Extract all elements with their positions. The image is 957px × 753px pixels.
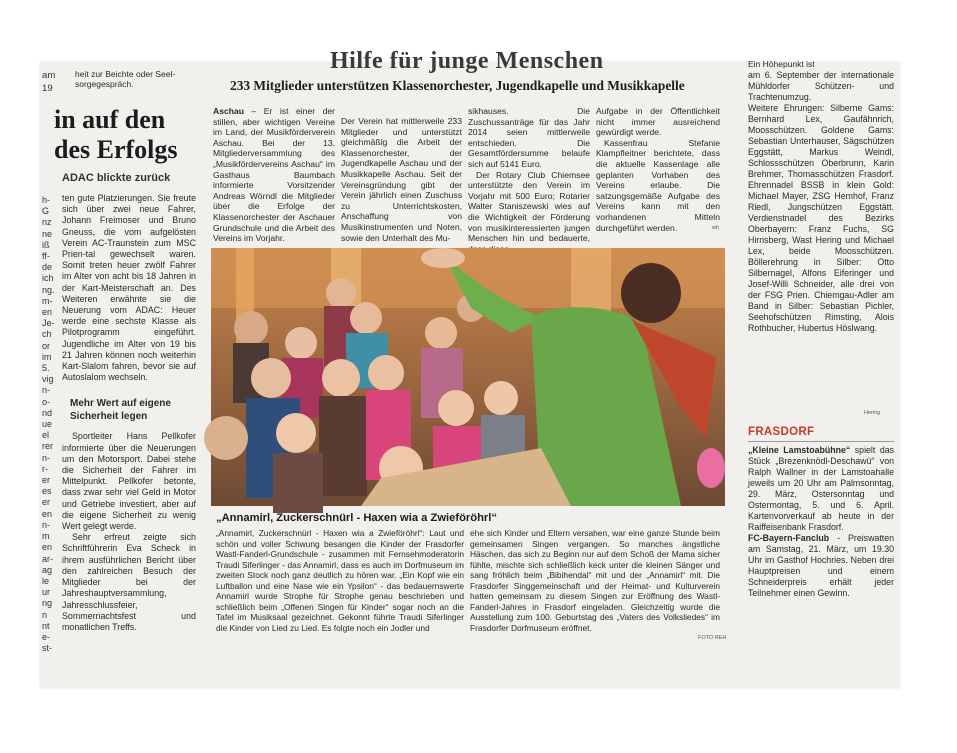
left-kicker: ADAC blickte zurück bbox=[62, 172, 171, 184]
main-subheadline: 233 Mitglieder unterstützen Klassenorchester, Jugendkapelle und Musikkapelle bbox=[230, 78, 685, 93]
main-col-4a: Aufgabe in der Öffentlichkeit nicht immer ausreichend gewürdigt werde. bbox=[596, 106, 720, 138]
event-text: spielt das Stück „Brezenknödl-Deschawü“ von Ralph Wallner in der Lamstoahalle jeweils um 20 Uhr am Palmsonntag, 29. März, Ostersonntag und Ostermontag, 5. und 6. April. Kartenvorverkauf ab heute in der Raiffeisenbank Frasdorf. bbox=[748, 445, 894, 532]
margin-letter: el bbox=[42, 430, 50, 441]
margin-letter: ff- bbox=[42, 251, 50, 262]
margin-letter: vig bbox=[42, 374, 54, 385]
margin-letter: e- bbox=[42, 631, 51, 642]
frasdorf-items bbox=[748, 445, 894, 599]
left-article-body bbox=[62, 193, 196, 633]
main-col-3b: Der Rotary Club Chiemsee unterstützte den Verein im Vorjahr mit 500 Euro; Rotarier Walter Staniszewski wies auf die Wichtigkeit der Förderung von musikinteressierten jungen Menschen hin und bedauerte, bbox=[468, 169, 590, 244]
margin-letter: h- bbox=[42, 195, 51, 205]
margin-letter: ag bbox=[42, 564, 53, 575]
margin-letter: ur bbox=[42, 587, 51, 598]
top-right-snippet: Ein Höhepunkt ist bbox=[748, 59, 815, 69]
event-text: - Preiswatten am Samstag, 21. März, um 19.30 Uhr im Gasthof Hochries. Neben drei Hauptpreisen und einem Schneiderpreis erhält jeder Teilnehmer einen Gewinn. bbox=[748, 533, 894, 598]
section-rule bbox=[748, 441, 894, 442]
margin-letter: n- bbox=[42, 519, 51, 530]
margin-letter: nz bbox=[42, 217, 52, 228]
margin-letter: m- bbox=[42, 295, 53, 306]
margin-letter: ue bbox=[42, 419, 53, 430]
margin-letter: ich bbox=[42, 273, 54, 284]
main-col-4 bbox=[596, 106, 720, 233]
left-subhead: Mehr Wert auf eigene Sicherheit legen bbox=[70, 398, 171, 423]
top-left-snippet: heit zur Beichte oder Seel- sorgegespräch. bbox=[75, 69, 176, 89]
left-headline-line2: des Erfolgs bbox=[54, 135, 178, 164]
margin-letter: de bbox=[42, 262, 53, 273]
margin-letter: ch bbox=[42, 329, 52, 340]
margin-letter: ne bbox=[42, 228, 53, 239]
margin-letter: nt bbox=[42, 620, 50, 631]
main-col-3 bbox=[468, 106, 590, 254]
margin-letter: rer bbox=[42, 441, 53, 452]
choir-photo-illustration bbox=[211, 248, 725, 506]
right-para-1-visible: am 6. September der internationale Mühldorfer Schützen- und Trachtenumzug. bbox=[748, 70, 894, 102]
right-column-body bbox=[748, 70, 894, 334]
left-margin-letters bbox=[42, 70, 56, 95]
margin-letter: 19 bbox=[42, 82, 53, 94]
main-col-2: Der Verein hat mittlerweile 233 Mitglieder und unterstützt gleichmäßig die Arbeit der Klassenorchester, der Jugendkapelle Aschau und der Musikkapelle Aschau. Seit der Vereinsgründung gibt der Verein jährlich einen Zuschuss zu Unterrichtskosten, Anschaffung von Musikinstrumenten und Noten, sowie den Unterhalt des Mu- bbox=[341, 116, 462, 243]
margin-letter: es bbox=[42, 486, 52, 497]
main-col-1-text: – Er ist einer der stillen, aber wichtigen Vereine im Land, der Musikförderverein Aschau. Bei der 13. Mitgliederversammlung des „Musikfördervereins Aschau“ im Gasthaus Baumbach informierte Vorsitzender Andreas Wörndl die Mitglieder über die Erfolge der Klassenorchester der Aschauer Grundschule und die Arbeit des Vereins im Vorjahr. bbox=[213, 106, 335, 244]
margin-letter: or bbox=[42, 340, 51, 351]
margin-letter: er bbox=[42, 497, 51, 508]
margin-letter: 5. bbox=[42, 363, 50, 374]
margin-letter: am bbox=[42, 70, 56, 81]
margin-letter: r- bbox=[42, 463, 48, 474]
section-frasdorf: FRASDORF bbox=[748, 426, 815, 438]
main-col-3a: sikhauses. Die Zuschussanträge für das Jahr 2014 seien mittlerweile entschieden. Die Gesamtfördersumme belaufe sich auf 5141 Euro. bbox=[468, 106, 590, 169]
margin-letter: le bbox=[42, 575, 50, 586]
margin-letter: o- bbox=[42, 396, 51, 407]
main-signature: wh bbox=[712, 225, 720, 231]
choir-photo bbox=[211, 248, 725, 506]
margin-letter: m bbox=[42, 531, 50, 542]
newspaper-clipping bbox=[40, 48, 900, 688]
margin-letter: im bbox=[42, 351, 52, 362]
event-lamstoabuehne bbox=[748, 445, 894, 533]
left-para-2: Sportleiter Hans Pellkofer informierte über die Neuerungen um den Motorsport. Dabei stehe die Sicherheit der Fahrer im Mittelpunkt. Pellkofer betonte, dass zwar sehr viel Geld in Motor und Getriebe investiert, aber auf die eigene Sicherheit zu wenig Wert gelegt werde. bbox=[62, 431, 196, 532]
right-para-2: Weitere Ehrungen: Silberne Gams: Bernhard Lex, Gaufähnrich, Moosschützen. Goldene Gams: Sebastian Unterhauser, Sägschützen Eggstätt, Markus Weindl, Schlossschützen Oberbrunn, Karin Brehmer, Thomasschützen Frasdorf. Ehrennadel BSSB in klein Gold: Michael Mayer, ZSG Hemhof, Franz Riedl, Jungschützen Eggstätt. Verdienstnadel des Bezirks Oberbayern: Franz Fuchs, SG Hirnsberg, Wast Hering und Michael Lex, beide Moosschützen. Böllerehrung in Silber: Otto Silbernagel, Alfons Eiferinger und Josef-Willi Schneider, alle drei von der FSG Prien. Chiemgau-Adler am Band in Silber: Sebastian Pichler, Seehofschützen Rimsting, Alois Rothbucher, Hubertus Höslwang. bbox=[748, 103, 894, 333]
margin-letter: nd bbox=[42, 407, 53, 418]
margin-letter: ng. bbox=[42, 284, 55, 295]
left-margin-letters-body bbox=[42, 195, 56, 654]
cut-headline: Hilfe für junge Menschen bbox=[330, 48, 604, 74]
margin-letter: en bbox=[42, 542, 53, 553]
left-para-1: ten gute Platzierungen. Sie freute sich über zwei neue Fahrer, Johann Freimoser und Bruno Gneuss, die vom aufgelösten Verein AC-Traunstein zum MSC Prien-tal gewechselt waren. Somit treten heuer zwölf Fahrer im Alter von acht bis 18 Jahren in der Kart-Meisterschaft an. Des Weiteren erwähnte sie die Neuerung vom ADAC: Heuer werde eine sechste Klasse als Pilotprogramm eingeführt. Jugendliche im Alter von 19 bis 21 Jahren können noch weiterhin Kart-Slalom fahren, bevor sie auf Autoslalom wechseln. bbox=[62, 193, 196, 383]
photo-col-1: „Annamirl, Zuckerschnürl - Haxen wia a Zwieföröhrl“: Laut und schön und voller Schwung besangen die Kinder der Frasdorfer Wastl-Fanderl-Grundschule - zusammen mit Fernsehmoderatorin Traudi Siferlinger - das Annamirl, dass es auch im Dorfmuseum im zweiten Stock noch ganz deutlich zu hören war. „Ein Kopf wie ein Luftballon und eine Nase wie ein Ypsilon“ - das bedauernswerte Annamirl wurde Strophe für Strophe genau beschrieben und schließlich beim „Offenen Singen für Kinder“ sogar noch an die Tafel im Musiksaal gezeichnet. Gekonnt führte Traudi Siferlinger die Kinder von Lied zu Lied. Es folgte noch ein Jodler und bbox=[216, 528, 464, 633]
right-signature: Hering bbox=[864, 410, 881, 416]
left-headline-line1: in auf den bbox=[54, 105, 166, 134]
margin-letter: ng bbox=[42, 598, 53, 609]
margin-letter: er bbox=[42, 475, 51, 486]
margin-letter: en bbox=[42, 508, 53, 519]
margin-letter: n bbox=[42, 609, 48, 620]
event-title: „Kleine Lamstoabühne“ bbox=[748, 445, 851, 455]
main-col-1 bbox=[213, 106, 335, 244]
dateline: Aschau bbox=[213, 106, 245, 116]
event-fanclub bbox=[748, 533, 894, 599]
photo-col-2: ehe sich Kinder und Eltern versahen, war eine ganze Stunde beim gemeinsamen Singen vergangen. So manches ängstliche Häschen, das sich zu Beginn nur auf dem Schoß der Mama sicher fühlte, mischte sich schließlich keck unter die kleinen Sänger und sang fröhlich beim „Bibihendal“ mit und der „Annamirl“ mit. Die Frasdorfer Singgemeinschaft und der Heimat- und Kulturverein hatten gemeinsam zu diesem Singen zur Eröffnung des Wastl-Fanderl-Jahres in Frasdorf eingeladen. Gleichzeitig wurde die Ausstellung zum 100. Geburtstag des „Vaters des Volksliedes“ im Frasdorfer Dorfmuseum eröffnet. bbox=[470, 528, 720, 633]
margin-letter: ar- bbox=[42, 553, 53, 564]
margin-letter: Je- bbox=[42, 318, 55, 329]
left-para-3: Sehr erfreut zeigte sich Schriftführerin Eva Scheck in ihrem ausführlichen Bericht über den zahlreichen Besuch der Mitglieder bei der Jahreshauptversammlung, Jahresschlussfeier, Sommernachtsfest und monatlichen Treffs. bbox=[62, 532, 196, 632]
margin-letter: n- bbox=[42, 385, 51, 396]
margin-letter: G bbox=[42, 206, 50, 217]
margin-letter: st- bbox=[42, 643, 52, 654]
photo-credit: FOTO REH bbox=[698, 635, 727, 641]
photo-headline: „Annamirl, Zuckerschnürl - Haxen wia a Zwieföröhrl“ bbox=[216, 512, 497, 524]
main-col-4b: Kassenfrau Stefanie Klampfleitner berichtete, dass die aktuelle Kassenlage alle geplanten Vorhaben des Vereins erlaube. Die satzungsgemäße Aufgabe des Vereins kann mit den vorhandenen Mitteln durchgeführt werden. bbox=[596, 137, 720, 233]
margin-letter: n- bbox=[42, 452, 51, 463]
margin-letter: en bbox=[42, 307, 53, 318]
margin-letter: iß bbox=[42, 239, 50, 250]
event-title: FC-Bayern-Fanclub bbox=[748, 533, 830, 543]
